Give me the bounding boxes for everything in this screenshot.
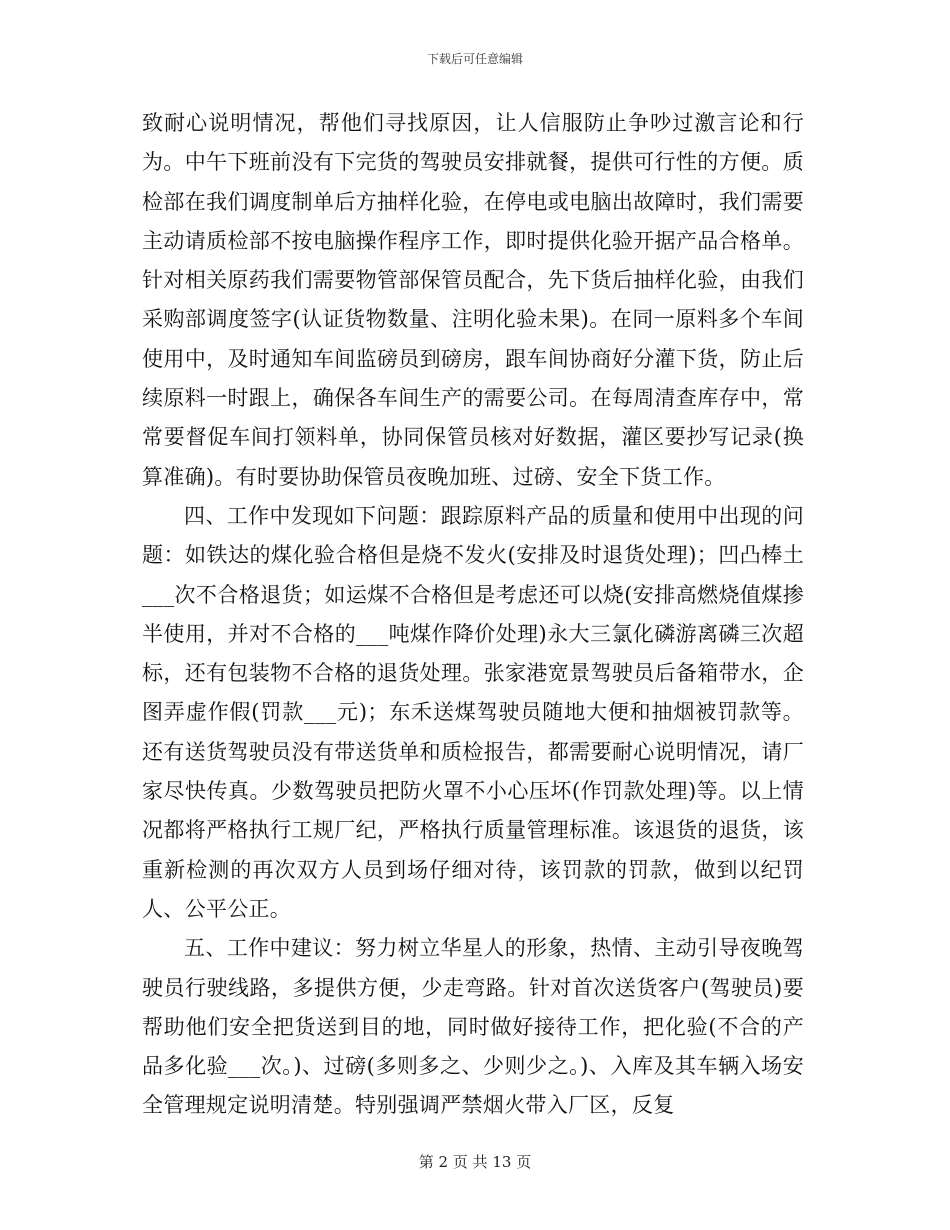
paragraph-section-four: 四、工作中发现如下问题：跟踪原料产品的质量和使用中出现的问题：如铁达的煤化验合格但是烧不发火(安排及时退货处理)；凹凸棒土___次不合格退货；如运煤不合格但是考虑还可以烧(安排高燃烧值煤掺半使用，并对不合格的___吨煤作降价处理)永大三氯化磷游离磷三次超标，还有包装物不合格的退货处理。张家港宽景驾驶员后备箱带水，企图弄虚作假(罚款___元)；东禾送煤驾驶员随地大便和抽烟被罚款等。还有送货驾驶员没有带送货单和质检报告，都需要耐心说明情况，请厂家尽快传真。少数驾驶员把防火罩不小心压坏(作罚款处理)等。以上情况都将严格执行工规厂纪，严格执行质量管理标准。该退货的退货，该重新检测的再次双方人员到场仔细对待，该罚款的罚款，做到以纪罚人、公平公正。 (142, 503, 804, 921)
page-number-footer: 第 2 页 共 13 页 (418, 1153, 532, 1171)
paragraph-continued: 致耐心说明情况，帮他们寻找原因，让人信服防止争吵过激言论和行为。中午下班前没有下完货的驾驶员安排就餐，提供可行性的方便。质检部在我们调度制单后方抽样化验，在停电或电脑出故障时，我们需要主动请质检部不按电脑操作程序工作，即时提供化验开据产品合格单。针对相关原药我们需要物管部保管员配合，先下货后抽样化验，由我们采购部调度签字(认证货物数量、注明化验未果)。在同一原料多个车间使用中，及时通知车间监磅员到磅房，跟车间协商好分灌下货，防止后续原料一时跟上，确保各车间生产的需要公司。在每周清查库存中，常常要督促车间打领料单，协同保管员核对好数据，灌区要抄写记录(换算准确)。有时要协助保管员夜晚加班、过磅、安全下货工作。 (142, 111, 804, 489)
paragraph-section-five: 五、工作中建议：努力树立华星人的形象，热情、主动引导夜晚驾驶员行驶线路，多提供方便，少走弯路。针对首次送货客户(驾驶员)要帮助他们安全把货送到目的地，同时做好接待工作，把化验(不合的产品多化验___次。)、过磅(多则多之、少则少之。)、入库及其车辆入场安全管理规定说明清楚。特别强调严禁烟火带入厂区，反复 (142, 936, 804, 1118)
page-header: 下载后可任意编辑 (426, 52, 523, 66)
document-body (142, 104, 804, 1126)
